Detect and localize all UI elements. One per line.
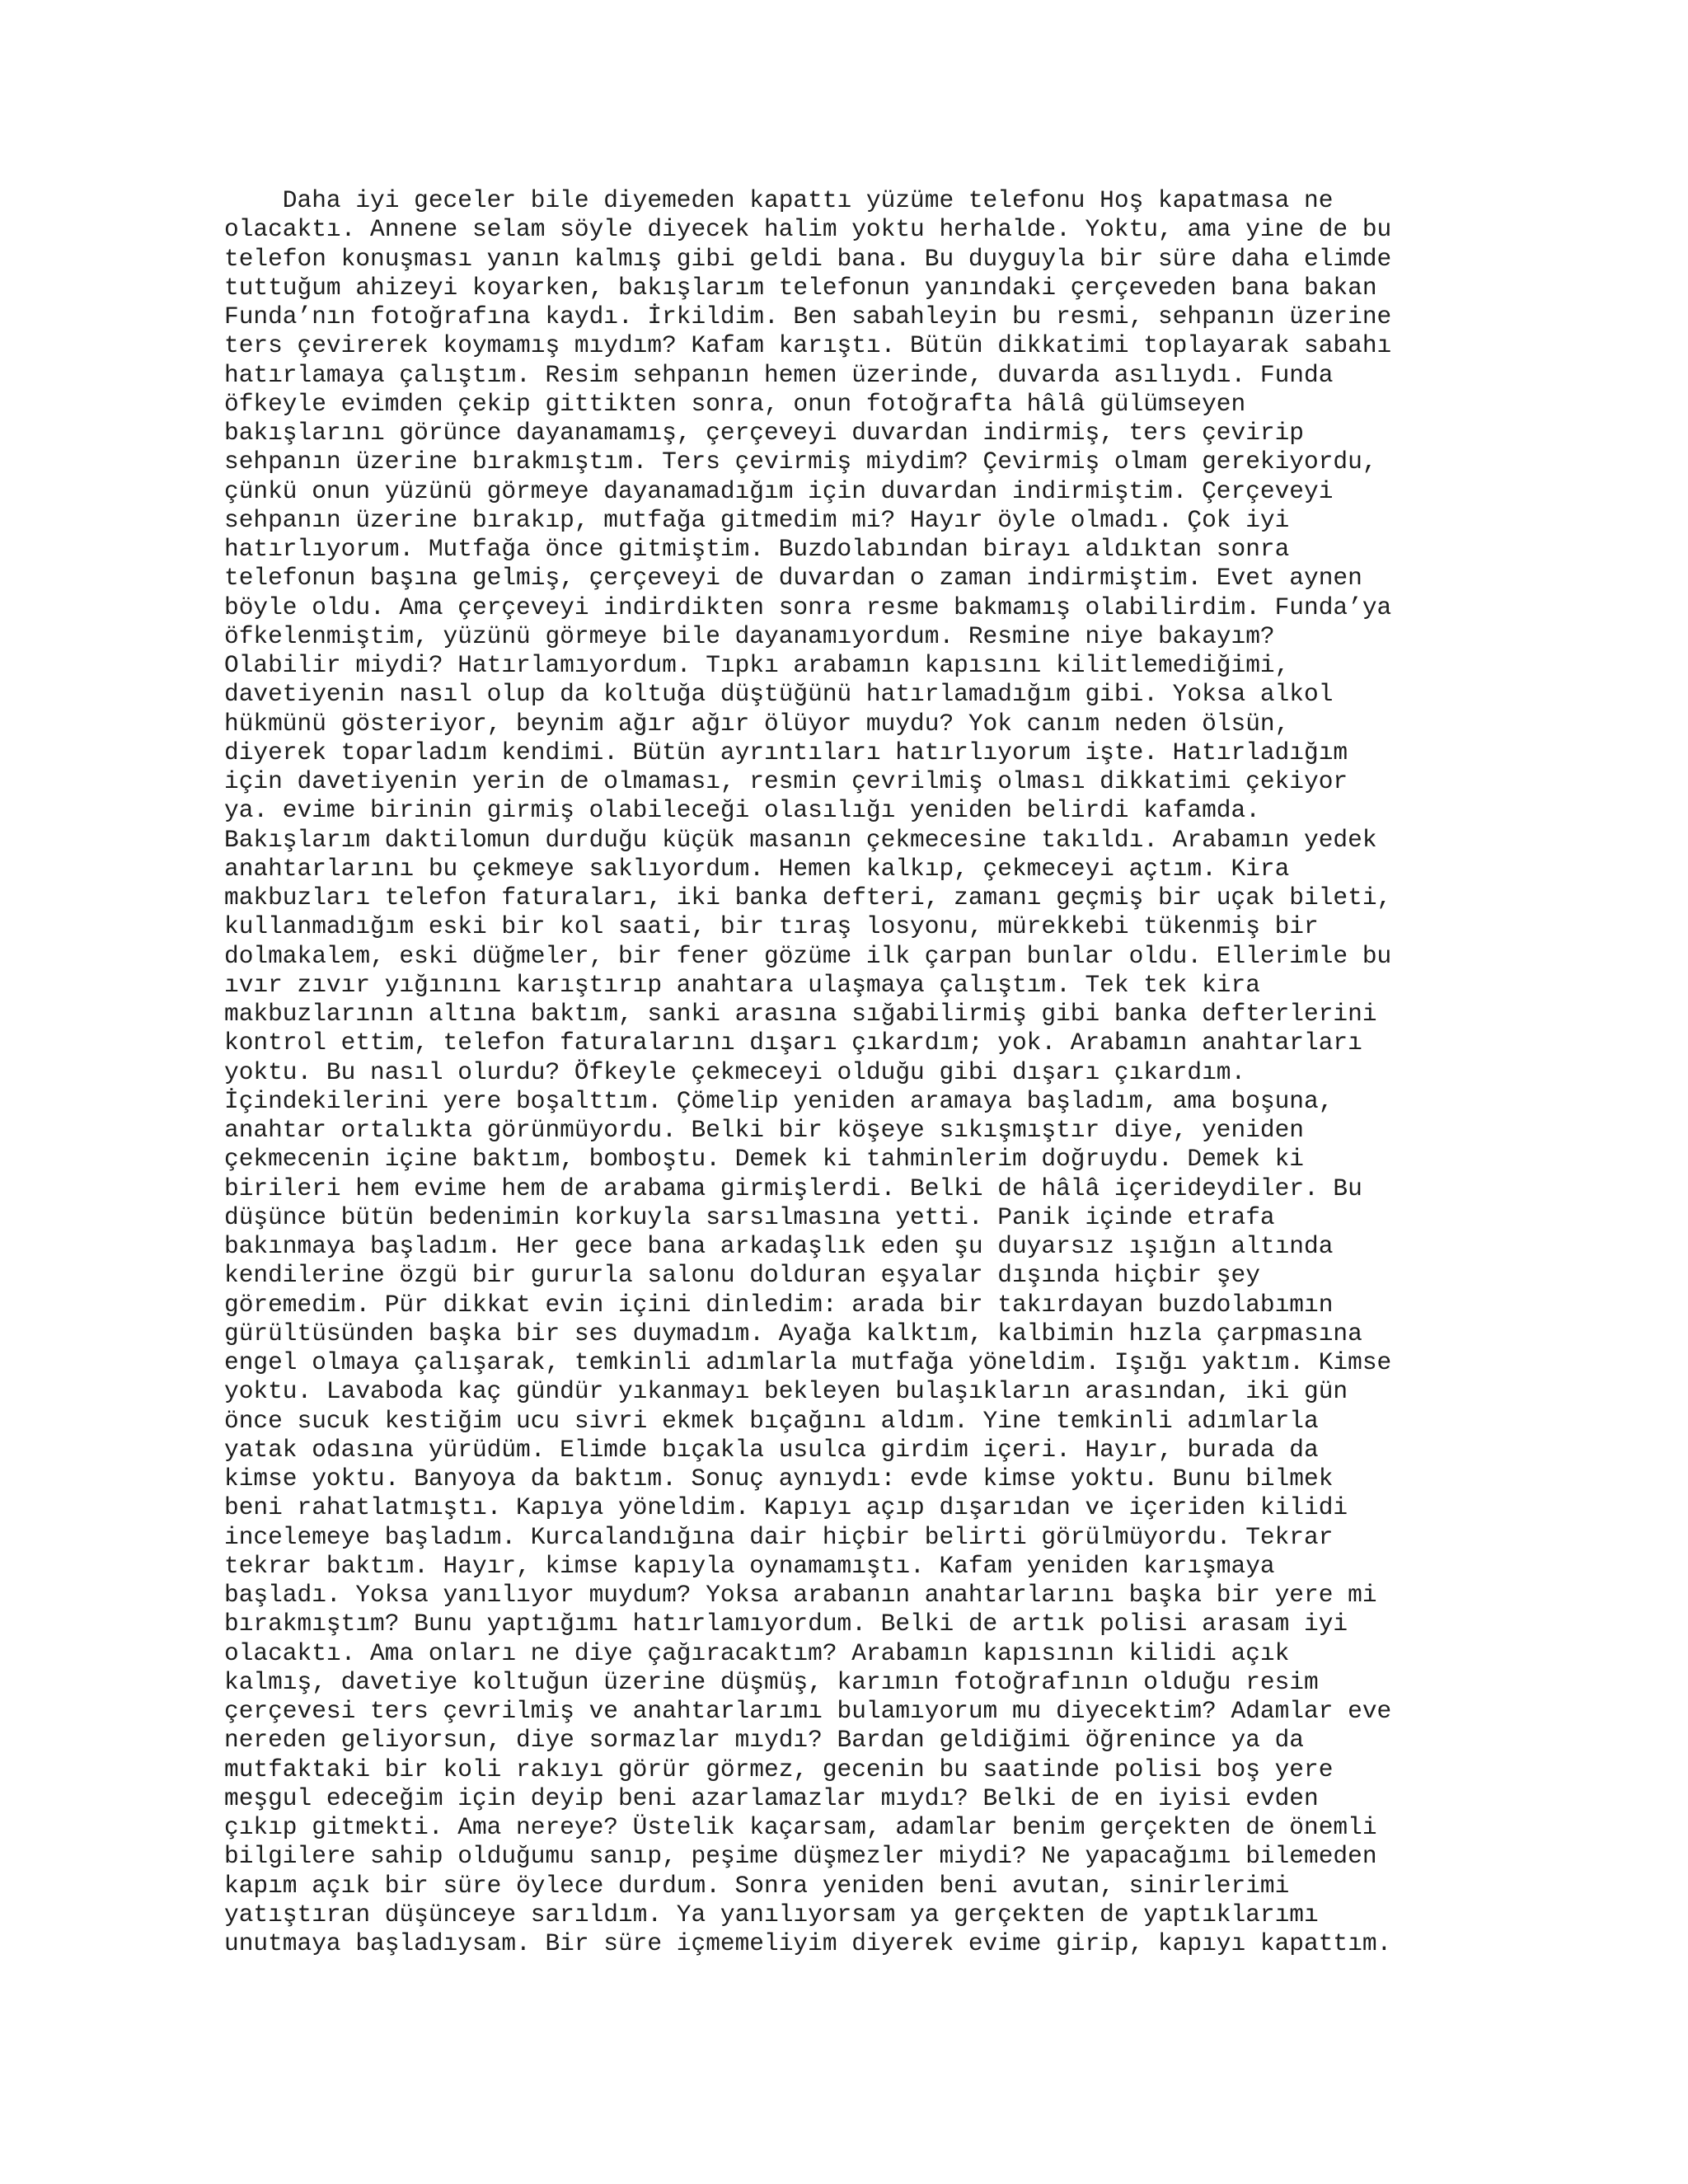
- text-line: diyerek toparladım kendimi. Bütün ayrıntıları hatırlıyorum işte. Hatırladığım: [224, 738, 1348, 766]
- text-line: birileri hem evime hem de arabama girmişlerdi. Belki de hâlâ içerideydiler. Bu: [224, 1174, 1362, 1202]
- text-line: çerçevesi ters çevrilmiş ve anahtarlarımı bulamıyorum mu diyecektim? Adamlar eve: [224, 1697, 1392, 1725]
- text-line: beni rahatlatmıştı. Kapıya yöneldim. Kapıyı açıp dışarıdan ve içeriden kilidi: [224, 1493, 1348, 1522]
- text-line: İçindekilerini yere boşalttım. Çömelip yeniden aramaya başladım, ama boşuna,: [224, 1086, 1334, 1115]
- text-line: tekrar baktım. Hayır, kimse kapıyla oynamamıştı. Kafam yeniden karışmaya: [224, 1551, 1275, 1580]
- text-line: ters çevirerek koymamış mıydım? Kafam karıştı. Bütün dikkatimi toplayarak sabahı: [224, 331, 1392, 360]
- text-line: öfkeyle evimden çekip gittikten sonra, onun fotoğrafta hâlâ gülümseyen: [224, 389, 1246, 418]
- text-line: sehpanın üzerine bırakmıştım. Ters çevirmiş miydim? Çevirmiş olmam gerekiyordu,: [224, 448, 1377, 476]
- text-line: kapım açık bir süre öylece durdum. Sonra yeniden beni avutan, sinirlerimi: [224, 1871, 1290, 1900]
- text-line: hatırlamaya çalıştım. Resim sehpanın hemen üzerinde, duvarda asılıydı. Funda: [224, 360, 1334, 389]
- text-line: bakınmaya başladım. Her gece bana arkadaşlık eden şu duyarsız ışığın altında: [224, 1232, 1334, 1260]
- text-line: gürültüsünden başka bir ses duymadım. Ayağa kalktım, kalbimin hızla çarpmasına: [224, 1319, 1362, 1347]
- text-line: nereden geliyorsun, diye sormazlar mıydı? Bardan geldiğimi öğrenince ya da: [224, 1726, 1305, 1755]
- text-line: kullanmadığım eski bir kol saati, bir tıraş losyonu, mürekkebi tükenmiş bir: [224, 912, 1319, 941]
- text-line: ıvır zıvır yığınını karıştırıp anahtara ulaşmaya çalıştım. Tek tek kira: [224, 970, 1260, 999]
- text-line: telefonun başına gelmiş, çerçeveyi de duvardan o zaman indirmiştim. Evet aynen: [224, 564, 1362, 593]
- text-line: anahtarlarını bu çekmeye saklıyordum. Hemen kalkıp, çekmeceyi açtım. Kira: [224, 854, 1290, 883]
- text-line: anahtar ortalıkta görünmüyordu. Belki bir köşeye sıkışmıştır diye, yeniden: [224, 1116, 1305, 1144]
- body-text: [224, 186, 1461, 1958]
- text-line: için davetiyenin yerin de olmaması, resmin çevrilmiş olması dikkatimi çekiyor: [224, 767, 1348, 795]
- text-line: bırakmıştım? Bunu yaptığımı hatırlamıyordum. Belki de artık polisi arasam iyi: [224, 1610, 1348, 1638]
- text-line: göremedim. Pür dikkat evin içini dinledim: arada bir takırdayan buzdolabımın: [224, 1290, 1334, 1319]
- text-line: Funda’nın fotoğrafına kaydı. İrkildim. Ben sabahleyin bu resmi, sehpanın üzerine: [224, 302, 1392, 330]
- text-line: kontrol ettim, telefon faturalarını dışarı çıkardım; yok. Arabamın anahtarları: [224, 1029, 1362, 1057]
- text-line: kalmış, davetiye koltuğun üzerine düşmüş, karımın fotoğrafının olduğu resim: [224, 1667, 1319, 1696]
- text-line: Daha iyi geceler bile diyemeden kapattı yüzüme telefonu Hoş kapatmasa ne: [224, 186, 1334, 214]
- text-line: başladı. Yoksa yanılıyor muydum? Yoksa arabanın anahtarlarını başka bir yere mi: [224, 1581, 1377, 1609]
- text-line: Bakışlarım daktilomun durduğu küçük masanın çekmecesine takıldı. Arabamın yedek: [224, 825, 1377, 854]
- text-line: mutfaktaki bir koli rakıyı görür görmez, gecenin bu saatinde polisi boş yere: [224, 1755, 1334, 1783]
- text-line: böyle oldu. Ama çerçeveyi indirdikten sonra resme bakmamış olabilirdim. Funda’ya: [224, 593, 1392, 621]
- text-line: ya. evime birinin girmiş olabileceği olasılığı yeniden belirdi kafamda.: [224, 796, 1260, 825]
- text-line: yatak odasına yürüdüm. Elimde bıçakla usulca girdim içeri. Hayır, burada da: [224, 1435, 1319, 1464]
- text-line: önce sucuk kestiğim ucu sivri ekmek bıçağını aldım. Yine temkinli adımlarla: [224, 1406, 1319, 1435]
- text-line: meşgul edeceğim için deyip beni azarlamazlar mıydı? Belki de en iyisi evden: [224, 1783, 1319, 1812]
- text-line: kendilerine özgü bir gururla salonu dolduran eşyalar dışında hiçbir şey: [224, 1261, 1260, 1290]
- text-line: makbuzlarının altına baktım, sanki arasına sığabilirmiş gibi banka defterlerini: [224, 1000, 1377, 1028]
- text-line: bilgilere sahip olduğumu sanıp, peşime düşmezler miydi? Ne yapacağımı bilemeden: [224, 1842, 1377, 1871]
- text-line: çünkü onun yüzünü görmeye dayanamadığım için duvardan indirmiştim. Çerçeveyi: [224, 476, 1334, 505]
- text-line: öfkelenmiştim, yüzünü görmeye bile dayanamıyordum. Resmine niye bakayım?: [224, 621, 1275, 650]
- text-line: olacaktı. Ama onları ne diye çağıracaktım? Arabamın kapısının kilidi açık: [224, 1638, 1290, 1667]
- text-line: sehpanın üzerine bırakıp, mutfağa gitmedim mi? Hayır öyle olmadı. Çok iyi: [224, 505, 1290, 534]
- text-line: düşünce bütün bedenimin korkuyla sarsılmasına yetti. Panik içinde etrafa: [224, 1202, 1275, 1231]
- text-line: kimse yoktu. Banyoya da baktım. Sonuç aynıydı: evde kimse yoktu. Bunu bilmek: [224, 1465, 1334, 1493]
- text-line: olacaktı. Annene selam söyle diyecek halim yoktu herhalde. Yoktu, ama yine de bu: [224, 215, 1392, 244]
- text-line: engel olmaya çalışarak, temkinli adımlarla mutfağa yöneldim. Işığı yaktım. Kimse: [224, 1348, 1392, 1376]
- text-line: makbuzları telefon faturaları, iki banka defteri, zamanı geçmiş bir uçak bileti,: [224, 883, 1392, 912]
- text-line: yatıştıran düşünceye sarıldım. Ya yanılıyorsam ya gerçekten de yaptıklarımı: [224, 1900, 1319, 1929]
- text-line: yoktu. Lavaboda kaç gündür yıkanmayı bekleyen bulaşıkların arasından, iki gün: [224, 1377, 1348, 1406]
- text-line: tuttuğum ahizeyi koyarken, bakışlarım telefonun yanındaki çerçeveden bana bakan: [224, 273, 1377, 302]
- text-line: dolmakalem, eski düğmeler, bir fener gözüme ilk çarpan bunlar oldu. Ellerimle bu: [224, 941, 1392, 970]
- text-line: davetiyenin nasıl olup da koltuğa düştüğünü hatırlamadığım gibi. Yoksa alkol: [224, 680, 1334, 709]
- text-line: çekmecenin içine baktım, bomboştu. Demek ki tahminlerim doğruydu. Demek ki: [224, 1145, 1305, 1174]
- text-line: telefon konuşması yanın kalmış gibi geldi bana. Bu duyguyla bir süre daha elimde: [224, 244, 1392, 273]
- text-line: çıkıp gitmekti. Ama nereye? Üstelik kaçarsam, adamlar benim gerçekten de önemli: [224, 1813, 1377, 1841]
- text-line: bakışlarını görünce dayanamamış, çerçeveyi duvardan indirmiş, ters çevirip: [224, 419, 1305, 447]
- text-line: hatırlıyorum. Mutfağa önce gitmiştim. Buzdolabından birayı aldıktan sonra: [224, 535, 1290, 563]
- text-line: yoktu. Bu nasıl olurdu? Öfkeyle çekmeceyi olduğu gibi dışarı çıkardım.: [224, 1057, 1246, 1086]
- text-line: unutmaya başladıysam. Bir süre içmemeliyim diyerek evime girip, kapıyı kapattım.: [224, 1929, 1392, 1957]
- text-line: Olabilir miydi? Hatırlamıyordum. Tıpkı arabamın kapısını kilitlemediğimi,: [224, 651, 1290, 679]
- text-line: hükmünü gösteriyor, beynim ağır ağır ölüyor muydu? Yok canım neden ölsün,: [224, 709, 1290, 738]
- text-line: incelemeye başladım. Kurcalandığına dair hiçbir belirti görülmüyordu. Tekrar: [224, 1522, 1334, 1551]
